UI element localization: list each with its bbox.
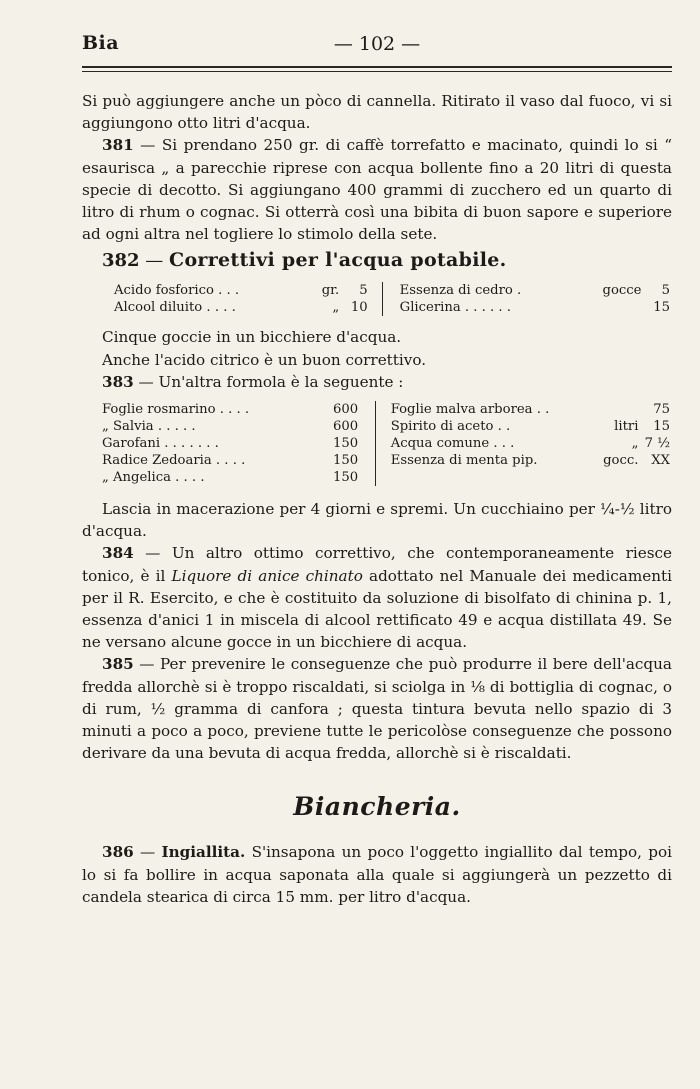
recipe-385 — [82, 653, 672, 764]
ingredient-qty: 7 ½ — [644, 436, 670, 452]
ingredient-qty: XX — [651, 453, 670, 469]
recipe-text: — Per prevenire le conseguenze che può produrre il bere dell'acqua fredda allorchè si è troppo riscaldati, si sciolga in ⅛ di bottiglia di cognac, o di rum, ½ gramma di canfora ; questa tintura bevuta nello spazio di 3 minuti a poco a poco, previene tutte le pericolòse conseguenze che possono derivare da una bevuta di acqua fredda, allorchè si è riscaldati. — [82, 655, 672, 763]
ingredient-qty: 15 — [653, 300, 670, 316]
recipe-number: 384 — [102, 544, 134, 563]
ingredient-name: Alcool diluito . . . . — [114, 300, 236, 316]
dash: — — [139, 250, 170, 272]
recipe-number: 383 — [102, 372, 134, 391]
table-row — [114, 299, 670, 316]
ingredient-name: Essenza di menta pip. — [390, 453, 538, 469]
paragraph-intro: Si può aggiungere anche un pòco di cannella. Ritirato il vaso dal fuoco, vi si aggiungono otto litri d'acqua. — [82, 92, 672, 133]
ingredient-qty: 600 — [332, 402, 359, 418]
ingredients-table-383 — [102, 401, 670, 486]
ingredient-name: Acqua comune . . . — [390, 436, 515, 452]
recipe-number: 382 — [102, 250, 140, 272]
recipe-title: Ingiallita. — [161, 843, 246, 862]
ingredient-unit: „ — [631, 436, 639, 452]
ingredient-name: Foglie rosmarino . . . . — [102, 402, 250, 418]
table-row — [102, 418, 670, 435]
ingredient-qty: 150 — [332, 436, 359, 452]
recipe-383 — [82, 371, 672, 393]
table-row — [102, 435, 670, 452]
header-rule-thin — [82, 71, 672, 72]
ingredient-name: „ Salvia . . . . . — [102, 419, 196, 435]
ingredient-unit: gocc. — [603, 453, 639, 469]
ingredient-name — [391, 469, 601, 486]
ingredient-name: Glicerina . . . . . . — [399, 300, 511, 316]
ingredient-name: „ Angelica . . . . — [102, 470, 205, 486]
ingredient-unit — [601, 469, 639, 486]
ingredient-qty: 75 — [653, 402, 670, 418]
liqueur-name: Liquore di anice chinato — [171, 566, 363, 585]
ingredient-name: Acido fosforico . . . — [114, 283, 240, 299]
ingredient-qty: 150 — [332, 470, 359, 486]
ingredient-qty: 10 — [350, 300, 368, 316]
ingredient-qty: 15 — [653, 419, 670, 435]
ingredient-unit — [577, 299, 641, 316]
ingredient-name: Radice Zedoaria . . . . — [102, 453, 246, 469]
ingredient-qty — [638, 469, 670, 486]
ingredient-unit: gocce — [602, 283, 642, 299]
ingredient-qty: 600 — [332, 419, 359, 435]
ingredient-name: Garofani . . . . . . . — [102, 436, 219, 452]
ingredient-unit: „ — [332, 300, 340, 316]
recipe-title: Correttivi per l'acqua potabile. — [169, 249, 507, 272]
ingredient-name: Foglie malva arborea . . — [390, 402, 550, 418]
ingredient-unit: litri — [614, 419, 639, 435]
running-header — [82, 32, 672, 62]
recipe-number: 381 — [102, 136, 134, 155]
table-row — [102, 469, 670, 486]
section-title: Biancheria. — [293, 792, 461, 822]
ingredients-table-382 — [114, 282, 670, 316]
page-number: — 102 — — [333, 33, 421, 55]
recipe-text: S'insapona un poco l'oggetto ingiallito dal tempo, poi lo si fa bollire in acqua saponata alla quale si aggiungerà un pezzetto di candela stearica di circa 15 mm. per litro d'acqua. — [82, 843, 673, 906]
recipe-text: — Un altro ottimo correttivo, che contemporaneamente riesce tonico, è il — [82, 544, 672, 585]
header-rule — [82, 66, 672, 68]
table-row — [102, 452, 670, 469]
recipe-number: 385 — [102, 655, 134, 674]
table-row — [114, 282, 670, 299]
paragraph-anche: Anche l'acido citrico è un buon correttivo. — [102, 350, 427, 369]
ingredient-qty: 150 — [332, 453, 359, 469]
recipe-384 — [82, 542, 672, 653]
ingredient-name: Spirito di aceto . . — [390, 419, 511, 435]
table-row — [102, 401, 670, 418]
ingredient-qty: 5 — [661, 283, 670, 299]
ingredient-unit — [601, 401, 639, 418]
recipe-text: — Si prendano 250 gr. di caffè torrefatto e macinato, quindi lo si “ esaurisca „ a parecchie riprese con acqua bollente fino a 20 litri di questa specie di decotto. Si aggiungano 400 grammi di zucchero ed un quarto di litro di rhum o cognac. Si otterrà così una bibita di buon sapore e superiore ad ogni altra nel togliere lo stimolo della sete. — [82, 136, 672, 244]
ingredient-name: Essenza di cedro . — [399, 283, 522, 299]
paragraph-lascia: Lascia in macerazione per 4 giorni e spremi. Un cucchiaino per ¼-½ litro d'acqua. — [82, 500, 672, 541]
paragraph-cinque: Cinque goccie in un bicchiere d'acqua. — [102, 328, 402, 347]
header-title: Bia — [82, 32, 120, 54]
dash: — — [133, 843, 162, 862]
ingredient-qty: 5 — [359, 283, 368, 299]
recipe-text: adottato nel Manuale dei medicamenti per il R. Esercito, e che è costituito da soluzione di bisolfato di chinina p. 1, essenza d'anici 1 in miscela di alcool rettificato 49 e acqua distillata 49. Se ne versano alcune gocce in un bicchiere di acqua. — [82, 566, 672, 652]
ingredient-unit: gr. — [321, 283, 340, 299]
recipe-386 — [82, 841, 672, 908]
recipe-381 — [82, 134, 672, 245]
recipe-text: — Un'altra formola è la seguente : — [133, 372, 404, 391]
book-page — [82, 32, 672, 908]
recipe-number: 386 — [102, 843, 134, 862]
recipe-382-heading — [82, 247, 672, 274]
